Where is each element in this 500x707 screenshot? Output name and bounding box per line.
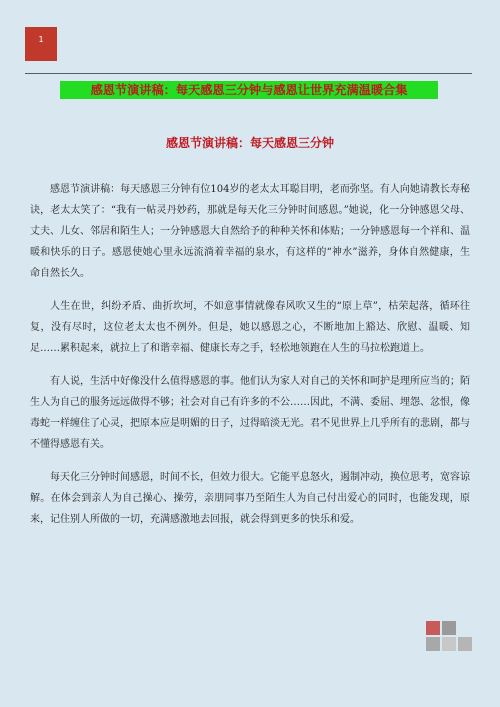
decorative-squares <box>426 621 472 667</box>
page-number-badge <box>25 27 57 61</box>
paragraph: 感恩节演讲稿：每天感恩三分钟有位104岁的老太太耳聪目明，老而弥坚。有人向她请教长寿秘诀，老太太笑了：“我有一帖灵丹妙药，那就是每天化三分钟时间感恩。”她说，化一分钟感恩父母、丈夫、儿女、邻居和陌生人；一分钟感恩大自然给予的种种关怀和体贴；一分钟感恩每一个祥和、温暖和快乐的日子。感恩使她心里永远流淌着幸福的泉水，有这样的“神水”滋养，身体自然健康，生命自然长久。 <box>30 184 470 279</box>
decor-square <box>442 621 456 635</box>
decor-square <box>426 637 440 651</box>
decor-square <box>442 637 456 651</box>
decor-square <box>426 621 440 635</box>
document-title: 感恩节演讲稿：每天感恩三分钟与感恩让世界充满温暖合集 <box>60 81 438 99</box>
paragraph: 人生在世，纠纷矛盾、曲折坎坷，不如意事情就像春风吹又生的“原上草”，枯荣起落，循环往复，没有尽时，这位老太太也不例外。但是，她以感恩之心，不断地加上豁达、欣慰、温暖、知足……累积起来，就拉上了和谐幸福、健康长寿之手，轻松地领跑在人生的马拉松跑道上。 <box>30 301 470 354</box>
section-title: 感恩节演讲稿：每天感恩三分钟 <box>165 136 334 150</box>
paragraph: 每天化三分钟时间感恩，时间不长，但效力很大。它能平息怒火，遏制冲动，换位思考，宽容谅解。在体会到亲人为自己操心、操劳，亲朋同事乃至陌生人为自己付出爱心的同时，也能发现，原来，记住别人所做的一切，充满感激地去回报，就会得到更多的快乐和爱。 <box>30 472 470 525</box>
decor-square <box>458 637 472 651</box>
paragraph: 有人说，生活中好像没什么值得感恩的事。他们认为家人对自己的关怀和呵护是理所应当的；陌生人为自己的服务远远做得不够；社会对自己有许多的不公……因此，不满、委屈、埋怨、忿恨，像毒蛇一样缠住了心灵，把原本应是明媚的日子，过得暗淡无光。君不见世界上几乎所有的悲剧，都与不懂得感恩有关。 <box>30 376 470 450</box>
page-number: 1 <box>38 35 44 44</box>
body-text <box>30 179 470 530</box>
header-divider <box>25 73 472 74</box>
